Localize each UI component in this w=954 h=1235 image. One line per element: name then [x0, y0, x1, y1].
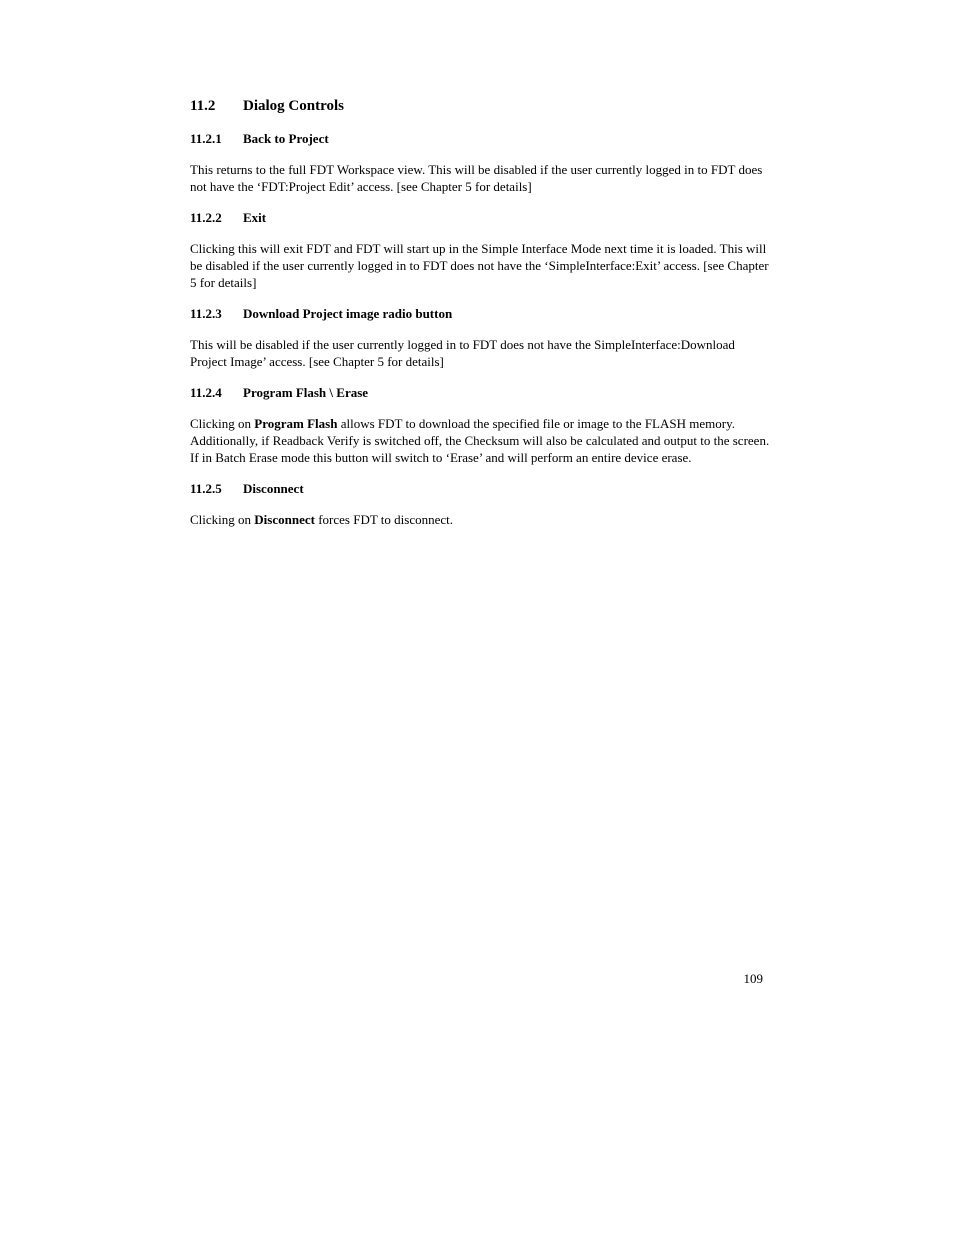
paragraph-bold-term: Disconnect [254, 512, 315, 527]
subsection-heading-exit [190, 209, 770, 227]
document-page [190, 96, 770, 542]
subsection-title: Disconnect [243, 481, 304, 496]
paragraph-text: allows FDT to download the specified file or image to the FLASH memory. Additionally, if Readback Verify is switched off, the Checksum will also be calculated and output to the screen. If in Batch Erase mode this button will switch to ‘Erase’ and will perform an entire device erase. [190, 416, 770, 465]
subsection-title: Download Project image radio button [243, 306, 453, 321]
paragraph-bold-term: Program Flash [254, 416, 338, 431]
subsection-title: Program Flash \ Erase [243, 385, 369, 400]
subsection-heading-disconnect [190, 480, 770, 498]
section-heading [190, 96, 770, 116]
section-number: 11.2 [190, 98, 216, 114]
paragraph-disconnect [190, 511, 770, 528]
paragraph-download-project-image: This will be disabled if the user currently logged in to FDT does not have the SimpleInterface:Download Project Image’ access. [see Chapter 5 for details] [190, 337, 735, 369]
subsection-heading-download-project-image [190, 305, 770, 323]
subsection-heading-program-flash-erase [190, 384, 770, 402]
subsection-number: 11.2.5 [190, 481, 222, 496]
paragraph-exit: Clicking this will exit FDT and FDT will start up in the Simple Interface Mode next time it is loaded. This will be disabled if the user currently logged in to FDT does not have the ‘SimpleInterface:Exit’ access. [see Chapter 5 for details] [190, 241, 769, 290]
subsection-title: Exit [243, 210, 267, 225]
subsection-number: 11.2.3 [190, 306, 222, 321]
subsection-number: 11.2.2 [190, 210, 222, 225]
subsection-number: 11.2.4 [190, 385, 222, 400]
paragraph-program-flash-erase [190, 415, 770, 466]
section-title: Dialog Controls [243, 98, 344, 114]
subsection-number: 11.2.1 [190, 131, 222, 146]
page-number: 109 [743, 971, 763, 986]
paragraph-text: forces FDT to disconnect. [314, 512, 453, 527]
paragraph-text: Clicking on [190, 416, 255, 431]
paragraph-text: Clicking on [190, 512, 255, 527]
paragraph-back-to-project: This returns to the full FDT Workspace view. This will be disabled if the user currently logged in to FDT does not have the ‘FDT:Project Edit’ access. [see Chapter 5 for details] [190, 162, 763, 194]
subsection-heading-back-to-project [190, 130, 770, 148]
subsection-title: Back to Project [243, 131, 329, 146]
